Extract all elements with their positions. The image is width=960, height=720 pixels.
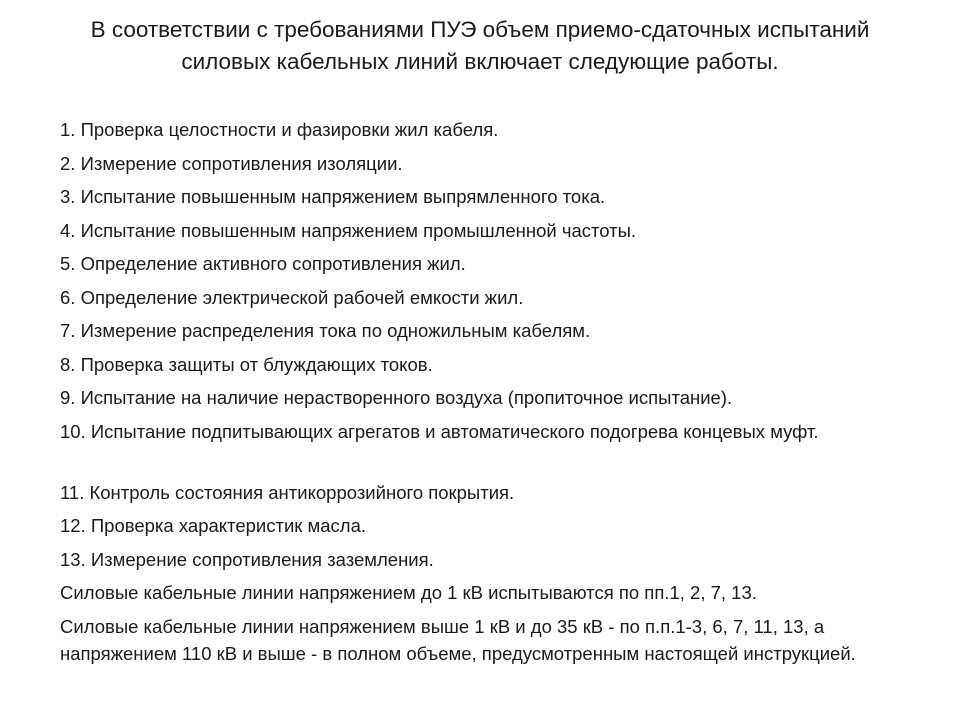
- list-item-6: 6. Определение электрической рабочей емкости жил.: [60, 286, 524, 308]
- list-item-8: 8. Проверка защиты от блуждающих токов.: [60, 353, 433, 375]
- list-item-10: 10. Испытание подпитывающих агрегатов и автоматического подогрева концевых муфт.: [60, 420, 819, 442]
- list-item-7: 7. Измерение распределения тока по одножильным кабелям.: [60, 320, 591, 341]
- list-item-9: 9. Испытание на наличие нерастворенного воздуха (пропиточное испытание).: [60, 387, 733, 408]
- list-item-5: 5. Определение активного сопротивления жил.: [60, 253, 466, 274]
- note-low-voltage: Силовые кабельные линии напряжением до 1 кВ испытываются по пп.1, 2, 7, 13.: [60, 582, 757, 603]
- list-item-11: 11. Контроль состояния антикоррозийного покрытия.: [60, 481, 515, 503]
- list-item-2: 2. Измерение сопротивления изоляции.: [60, 152, 403, 174]
- slide-title-line-2: силовых кабельных линий включает следующие работы.: [181, 49, 779, 74]
- list-item-1: 1. Проверка целостности и фазировки жил кабеля.: [60, 119, 499, 140]
- slide-title-line-1: В соответствии с требованиями ПУЭ объем приемо-сдаточных испытаний: [90, 17, 870, 42]
- list-item-3: 3. Испытание повышенным напряжением выпрямленного тока.: [60, 186, 606, 207]
- slide-title: [40, 14, 920, 78]
- list-item-12: 12. Проверка характеристик масла.: [60, 515, 367, 536]
- work-list: [60, 116, 920, 701]
- list-item-13: 13. Измерение сопротивления заземления.: [60, 548, 434, 570]
- note-high-voltage: Силовые кабельные линии напряжением выше 1 кВ и до 35 кВ - по п.п.1-3, 6, 7, 11, 13, а напряжением 110 кВ и выше - в полном объеме, предусмотренным настоящей инструкцией.: [60, 615, 856, 664]
- list-item-4: 4. Испытание повышенным напряжением промышленной частоты.: [60, 219, 637, 241]
